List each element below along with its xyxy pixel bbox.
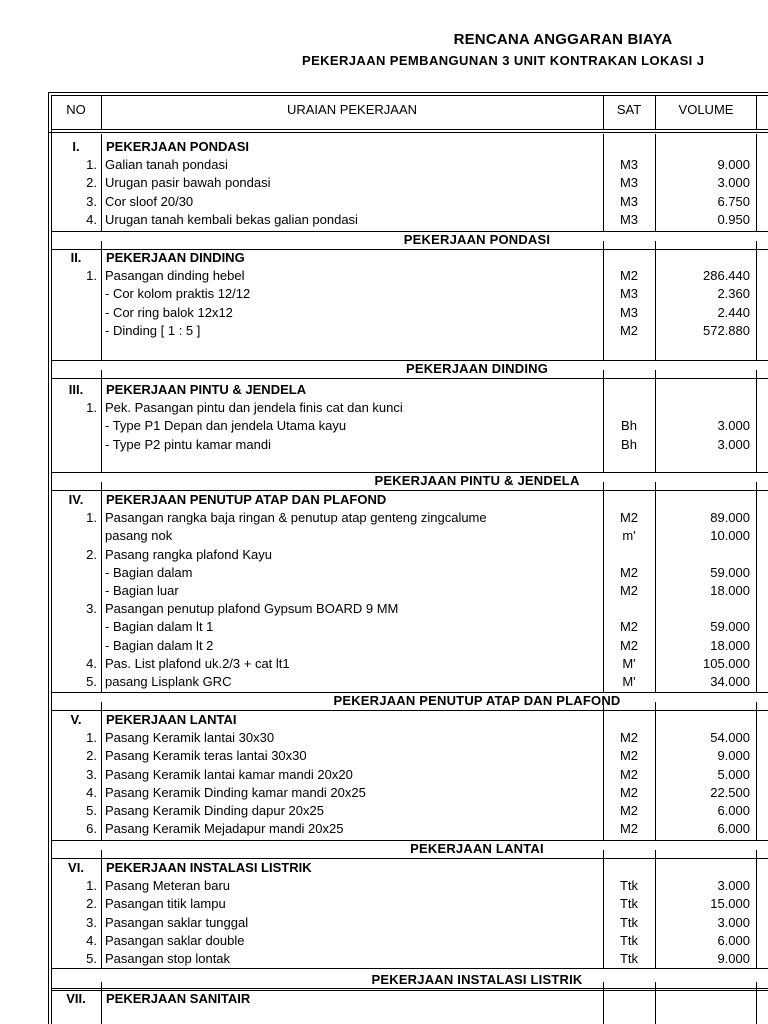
row-unit: M2 (619, 730, 639, 745)
row-number (52, 582, 97, 600)
row-number: 1. (86, 730, 97, 745)
row-number (52, 637, 97, 655)
row-number: 1. (86, 268, 97, 283)
row-number: 5. (86, 803, 97, 818)
row-number (52, 285, 97, 303)
header-no: NO (66, 102, 86, 117)
row-number: 2. (86, 175, 97, 190)
row-volume: 3.000 (717, 878, 750, 893)
row-unit: M3 (619, 305, 639, 320)
grid-line (48, 968, 49, 1024)
row-unit: Ttk (619, 915, 639, 930)
grid-line (756, 134, 757, 231)
row-description: Pasangan rangka baja ringan & penutup atap genteng zingcalume (105, 510, 487, 525)
row-number: 1. (86, 400, 97, 415)
grid-line (48, 92, 49, 988)
row-description: - Cor kolom praktis 12/12 (105, 286, 251, 301)
row-description: Pasang rangka plafond Kayu (105, 547, 272, 562)
row-volume: 286.440 (703, 268, 750, 283)
section-3-number: III. (68, 382, 84, 397)
grid-line (101, 241, 102, 360)
row-description: - Bagian dalam lt 2 (105, 638, 214, 653)
row-unit (604, 546, 654, 564)
row-volume: 18.000 (710, 583, 750, 598)
row-unit: Ttk (619, 896, 639, 911)
grid-line (101, 134, 102, 231)
row-description: Urugan pasir bawah pondasi (105, 175, 271, 190)
row-unit (604, 399, 654, 417)
section-5-number: V. (70, 712, 82, 727)
row-volume: 3.000 (717, 418, 750, 433)
grid-line (756, 95, 757, 129)
header-sat: SAT (616, 102, 642, 117)
row-description: - Cor ring balok 12x12 (105, 305, 233, 320)
row-volume: 54.000 (710, 730, 750, 745)
row-volume: 3.000 (717, 175, 750, 190)
row-volume: 6.000 (717, 803, 750, 818)
row-number (52, 618, 97, 636)
grid-line (756, 702, 757, 840)
row-number (52, 417, 97, 435)
row-description: - Type P2 pintu kamar mandi (105, 437, 271, 452)
section-1-title: PEKERJAAN PONDASI (106, 139, 250, 154)
section-4-number: IV. (68, 492, 84, 507)
row-unit: M2 (619, 619, 639, 634)
row-unit: M2 (619, 785, 639, 800)
row-number: 2. (86, 547, 97, 562)
row-unit: M3 (619, 212, 639, 227)
row-volume: 6.000 (717, 821, 750, 836)
grid-line (655, 95, 656, 129)
row-number: 3. (86, 601, 97, 616)
section-7-number: VII. (66, 991, 86, 1006)
row-volume: 59.000 (710, 619, 750, 634)
row-description: pasang Lisplank GRC (105, 674, 232, 689)
row-volume: 572.880 (703, 323, 750, 338)
row-unit: M2 (619, 583, 639, 598)
row-volume: 2.440 (717, 305, 750, 320)
row-unit: M3 (619, 194, 639, 209)
row-unit: M' (622, 656, 636, 671)
section-6-title: PEKERJAAN INSTALASI LISTRIK (106, 860, 312, 875)
row-description: Pasang Keramik Dinding dapur 20x25 (105, 803, 324, 818)
grid-line (756, 370, 757, 472)
row-volume: 22.500 (710, 785, 750, 800)
section-5-subtotal-label: PEKERJAAN LANTAI (410, 841, 544, 856)
row-number (52, 304, 97, 322)
grid-line (101, 702, 102, 840)
section-4-subtotal-label: PEKERJAAN PENUTUP ATAP DAN PLAFOND (333, 693, 621, 708)
row-unit: M2 (619, 767, 639, 782)
row-number: 3. (86, 194, 97, 209)
row-description: Urugan tanah kembali bekas galian pondasi (105, 212, 358, 227)
section-6-subtotal-label: PEKERJAAN INSTALASI LISTRIK (371, 972, 583, 987)
row-description: Pasang Keramik teras lantai 30x30 (105, 748, 307, 763)
row-volume: 34.000 (710, 674, 750, 689)
row-volume: 3.000 (717, 915, 750, 930)
grid-line (101, 482, 102, 692)
row-description: Pasang Keramik lantai 30x30 (105, 730, 275, 745)
grid-line (101, 370, 102, 472)
row-description: Pasangan titik lampu (105, 896, 226, 911)
row-description: Pek. Pasangan pintu dan jendela finis cat dan kunci (105, 400, 403, 415)
row-description: Pasang Keramik lantai kamar mandi 20x20 (105, 767, 353, 782)
row-volume: 18.000 (710, 638, 750, 653)
row-volume: 15.000 (710, 896, 750, 911)
row-description: pasang nok (105, 528, 173, 543)
row-description: - Bagian dalam lt 1 (105, 619, 214, 634)
grid-line (51, 968, 768, 969)
section-2-subtotal-label: PEKERJAAN DINDING (405, 361, 549, 376)
row-number: 2. (86, 748, 97, 763)
row-unit: M2 (619, 565, 639, 580)
row-description: - Dinding [ 1 : 5 ] (105, 323, 201, 338)
row-unit: Bh (621, 418, 637, 433)
row-volume: 0.950 (717, 212, 750, 227)
row-volume: 105.000 (703, 656, 750, 671)
row-volume: 3.000 (717, 437, 750, 452)
row-number (52, 322, 97, 340)
row-number: 1. (86, 510, 97, 525)
row-unit: M3 (619, 157, 639, 172)
section-3-subtotal-label: PEKERJAAN PINTU & JENDELA (374, 473, 580, 488)
row-unit: Bh (621, 437, 637, 452)
row-volume: 59.000 (710, 565, 750, 580)
row-description: Pasang Meteran baru (105, 878, 231, 893)
document-subtitle: PEKERJAAN PEMBANGUNAN 3 UNIT KONTRAKAN LOKASI J (302, 53, 705, 68)
row-unit (604, 600, 654, 618)
row-unit: Ttk (619, 878, 639, 893)
row-unit: M2 (619, 510, 639, 525)
row-number (52, 436, 97, 454)
row-description: Pas. List plafond uk.2/3 + cat lt1 (105, 656, 290, 671)
grid-line (756, 241, 757, 360)
row-volume: 9.000 (717, 157, 750, 172)
row-volume: 6.000 (717, 933, 750, 948)
row-unit: M2 (619, 748, 639, 763)
grid-line (756, 482, 757, 692)
row-number (52, 527, 97, 545)
row-unit: M2 (619, 323, 639, 338)
row-description: Cor sloof 20/30 (105, 194, 194, 209)
row-volume: 9.000 (717, 951, 750, 966)
row-unit: M' (622, 674, 636, 689)
row-number: 5. (86, 951, 97, 966)
section-2-number: II. (70, 250, 82, 265)
row-number: 4. (86, 785, 97, 800)
row-volume (656, 546, 750, 564)
row-volume (656, 399, 750, 417)
row-number: 3. (86, 767, 97, 782)
section-3-title: PEKERJAAN PINTU & JENDELA (106, 382, 307, 397)
row-number: 6. (86, 821, 97, 836)
row-number: 5. (86, 674, 97, 689)
row-number: 4. (86, 656, 97, 671)
row-unit: M2 (619, 821, 639, 836)
row-unit: M2 (619, 803, 639, 818)
row-number: 1. (86, 878, 97, 893)
row-number: 3. (86, 915, 97, 930)
row-unit: M2 (619, 268, 639, 283)
section-4-title: PEKERJAAN PENUTUP ATAP DAN PLAFOND (106, 492, 387, 507)
section-6-number: VI. (68, 860, 84, 875)
section-7-title: PEKERJAAN SANITAIR (106, 991, 251, 1006)
grid-line (51, 129, 768, 130)
section-2-title: PEKERJAAN DINDING (106, 250, 245, 265)
row-description: - Type P1 Depan dan jendela Utama kayu (105, 418, 347, 433)
section-1-subtotal-label: PEKERJAAN PONDASI (403, 232, 551, 247)
row-description: Pasangan penutup plafond Gypsum BOARD 9 MM (105, 601, 399, 616)
grid-line (101, 850, 102, 968)
row-unit: Ttk (619, 951, 639, 966)
grid-line (51, 95, 768, 96)
grid-line (51, 378, 768, 379)
row-number: 2. (86, 896, 97, 911)
row-volume: 10.000 (710, 528, 750, 543)
row-volume: 89.000 (710, 510, 750, 525)
grid-line (603, 95, 604, 129)
grid-line (101, 95, 102, 129)
row-unit: M3 (619, 175, 639, 190)
grid-line (48, 132, 768, 133)
row-description: Pasangan dinding hebel (105, 268, 245, 283)
row-description: Pasang Keramik Dinding kamar mandi 20x25 (105, 785, 366, 800)
row-description: Galian tanah pondasi (105, 157, 228, 172)
row-description: Pasangan saklar double (105, 933, 245, 948)
row-number: 1. (86, 157, 97, 172)
header-uraian: URAIAN PEKERJAAN (286, 102, 418, 117)
row-number: 4. (86, 212, 97, 227)
row-unit: m' (622, 528, 636, 543)
row-description: Pasang Keramik Mejadapur mandi 20x25 (105, 821, 344, 836)
section-5-title: PEKERJAAN LANTAI (106, 712, 237, 727)
row-volume: 2.360 (717, 286, 750, 301)
row-number (52, 564, 97, 582)
header-volume: VOLUME (678, 102, 734, 117)
row-description: Pasangan stop lontak (105, 951, 231, 966)
row-number: 4. (86, 933, 97, 948)
row-volume: 5.000 (717, 767, 750, 782)
row-volume (656, 600, 750, 618)
row-unit: M2 (619, 638, 639, 653)
section-1-number: I. (72, 139, 80, 154)
row-description: - Bagian luar (105, 583, 179, 598)
row-unit: Ttk (619, 933, 639, 948)
row-description: - Bagian dalam (105, 565, 193, 580)
row-description: Pasangan saklar tunggal (105, 915, 249, 930)
grid-line (48, 92, 768, 93)
grid-line (756, 850, 757, 968)
document-title: RENCANA ANGGARAN BIAYA (453, 31, 673, 48)
row-unit: M3 (619, 286, 639, 301)
row-volume: 6.750 (717, 194, 750, 209)
row-volume: 9.000 (717, 748, 750, 763)
